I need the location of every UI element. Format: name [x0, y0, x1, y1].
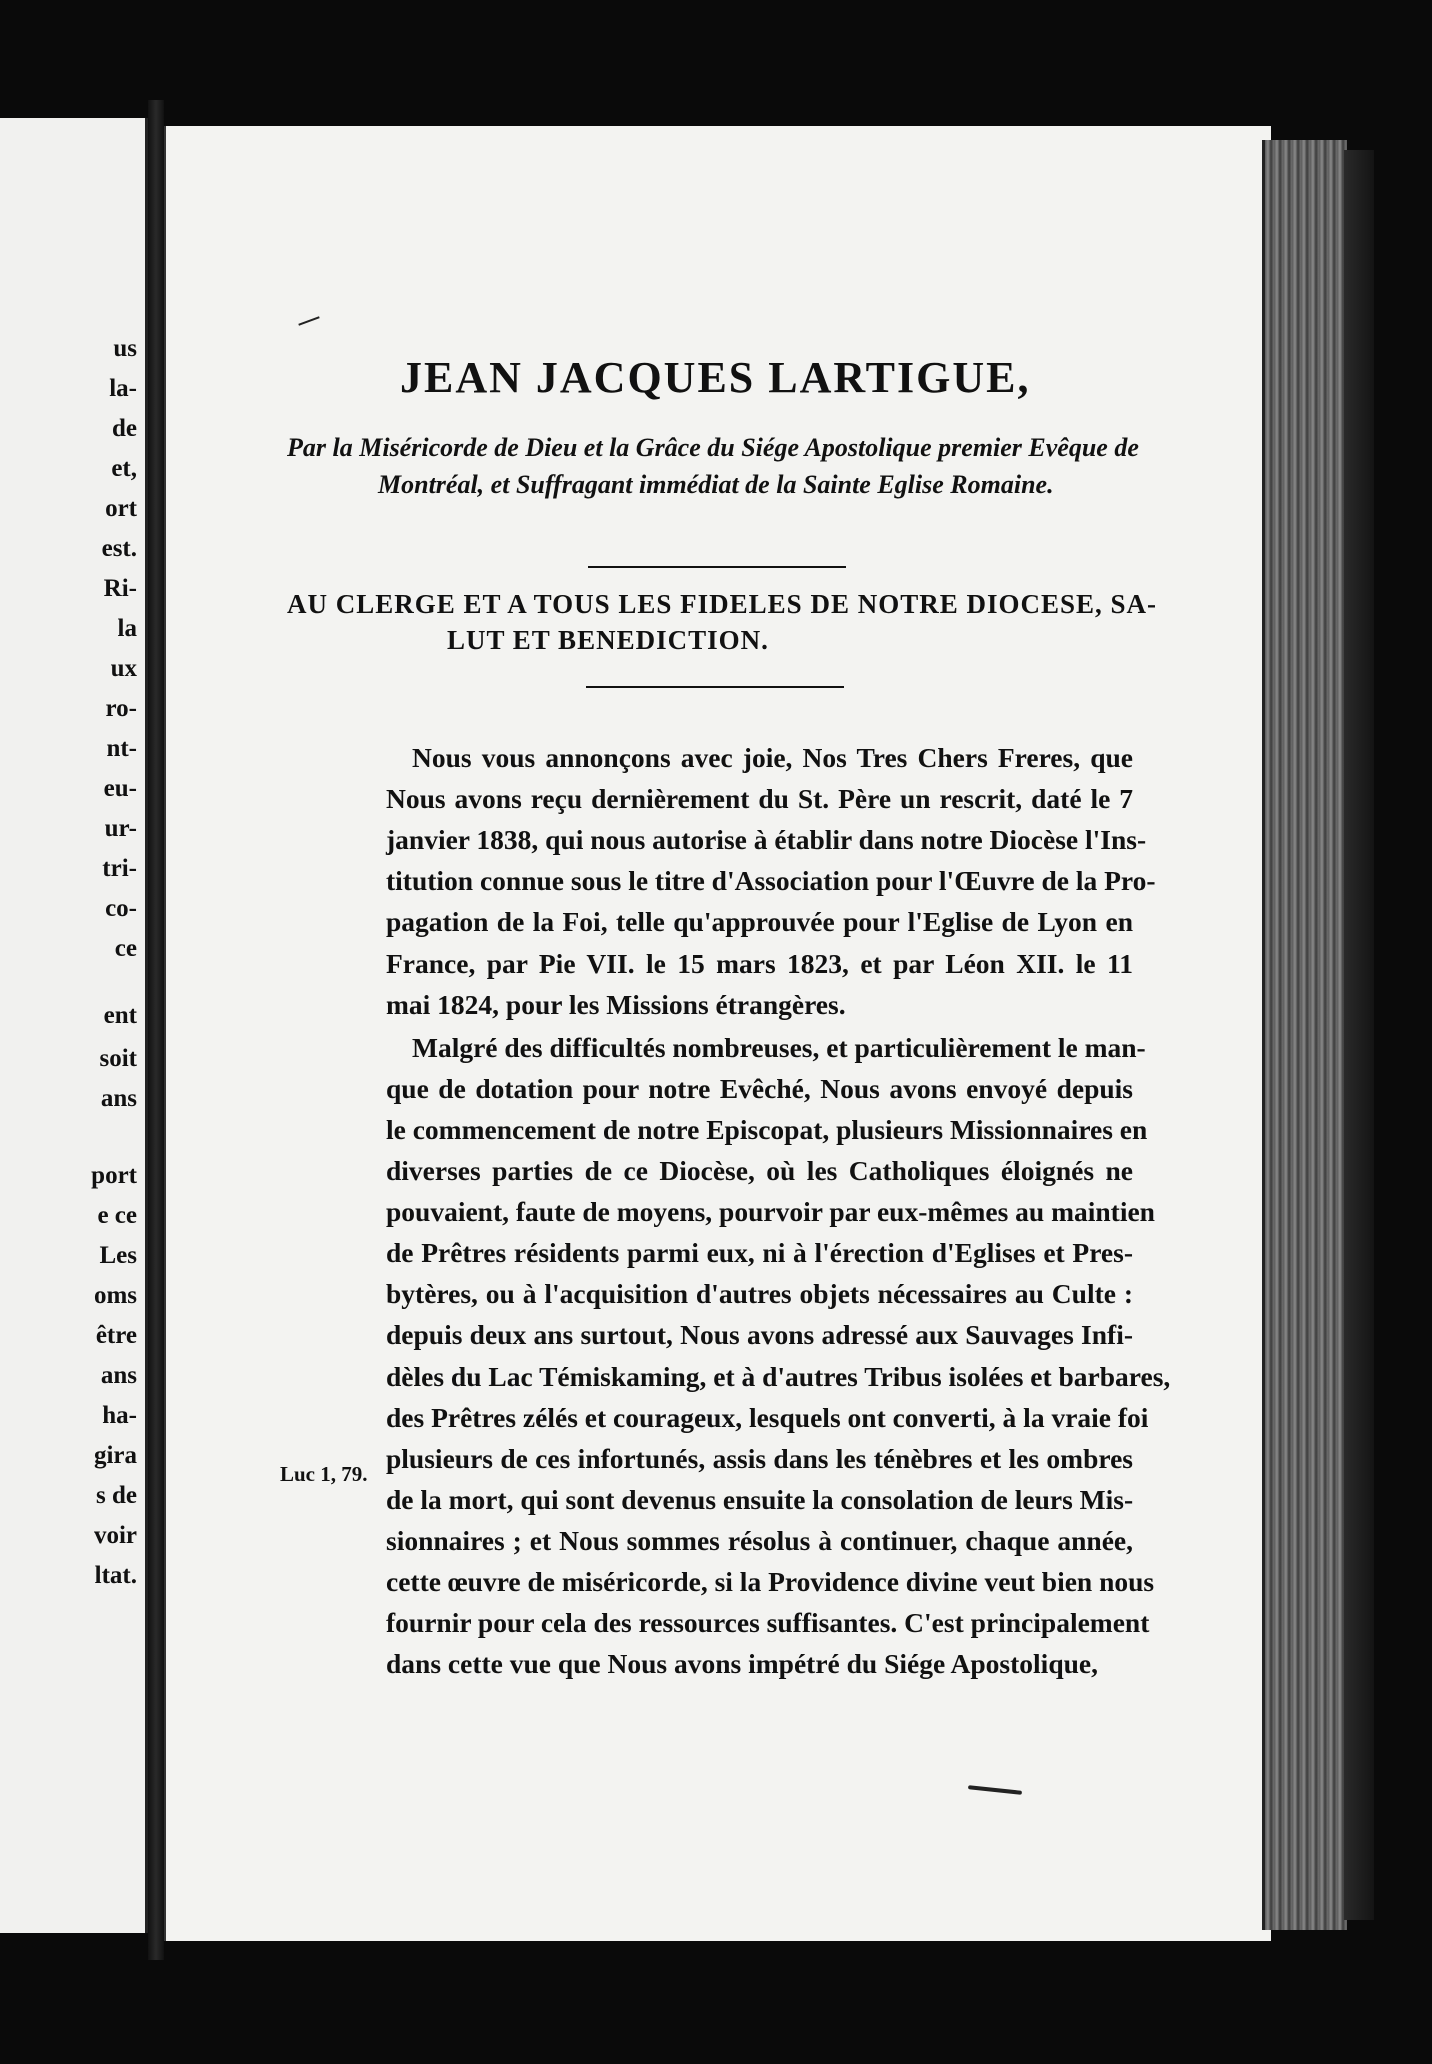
body-line: titution connue sous le titre d'Association pour l'Œuvre de la Pro- [386, 865, 1156, 896]
body-line: pagation de la Foi, telle qu'approuvée pour l'Eglise de Lyon en [386, 906, 1133, 937]
left-page-fragment: ce [114, 935, 137, 962]
left-page-fragment: voir [93, 1522, 137, 1549]
left-page-fragment: est. [101, 535, 137, 562]
left-page-fragment: oms [93, 1282, 137, 1309]
left-page-fragment: être [95, 1322, 137, 1349]
body-line: fournir pour cela des ressources suffisantes. C'est principalement [386, 1607, 1150, 1638]
body-line: cette œuvre de miséricorde, si la Providence divine veut bien nous [386, 1566, 1155, 1597]
subtitle-line-2: Montréal, et Suffragant immédiat de la Sainte Eglise Romaine. [378, 470, 1054, 499]
body-line: dans cette vue que Nous avons impétré du Siége Apostolique, [386, 1648, 1098, 1679]
body-line: Nous vous annonçons avec joie, Nos Tres Chers Freres, que [412, 742, 1133, 773]
address-line-2: LUT ET BENEDICTION. [447, 625, 769, 655]
left-page-fragment: port [91, 1162, 137, 1189]
body-line: que de dotation pour notre Evêché, Nous avons envoyé depuis [386, 1073, 1133, 1104]
body-line: diverses parties de ce Diocèse, où les Catholiques éloignés ne [386, 1155, 1133, 1186]
left-page-fragment: ent [103, 1002, 137, 1029]
left-page-fragment: Les [99, 1242, 137, 1269]
body-line: dèles du Lac Témiskaming, et à d'autres Tribus isolées et barbares, [386, 1361, 1171, 1392]
margin-note: Luc 1, 79. [280, 1462, 368, 1486]
left-page-fragment: ur- [104, 815, 137, 842]
body-line: de Prêtres résidents parmi eux, ni à l'érection d'Eglises et Pres- [386, 1237, 1133, 1268]
divider-rule [588, 566, 846, 568]
body-line: plusieurs de ces infortunés, assis dans les ténèbres et les ombres [386, 1443, 1133, 1474]
left-page-fragment: ux [110, 655, 137, 682]
left-page-fragment: ans [100, 1362, 137, 1389]
body-line: pouvaient, faute de moyens, pourvoir par eux-mêmes au maintien [386, 1196, 1155, 1227]
left-page-fragment: ltat. [94, 1562, 137, 1589]
left-page-fragment: s de [96, 1482, 137, 1509]
left-page-fragment: de [112, 415, 137, 442]
left-page-fragment: Ri- [103, 575, 137, 602]
body-line: Nous avons reçu dernièrement du St. Père un rescrit, daté le 7 [386, 783, 1133, 814]
left-page-fragment: eu- [103, 775, 137, 802]
left-page-fragment: et, [111, 455, 137, 482]
body-line: des Prêtres zélés et courageux, lesquels ont converti, à la vraie foi [386, 1402, 1149, 1433]
left-page-fragment: us [113, 335, 137, 362]
left-page-fragment: soit [99, 1045, 137, 1072]
binding-gutter [148, 100, 164, 1960]
divider-rule [586, 686, 844, 688]
subtitle-line-1: Par la Miséricorde de Dieu et la Grâce du Siége Apostolique premier Evêque de [287, 433, 1139, 462]
address-line-1: AU CLERGE ET A TOUS LES FIDELES DE NOTRE DIOCESE, SA- [287, 589, 1158, 619]
body-line: Malgré des difficultés nombreuses, et particulièrement le man- [412, 1032, 1146, 1063]
body-line: France, par Pie VII. le 15 mars 1823, et par Léon XII. le 11 [386, 948, 1133, 979]
left-page-fragment: ro- [105, 695, 137, 722]
left-page-fragment: e ce [97, 1202, 137, 1229]
body-line: sionnaires ; et Nous sommes résolus à continuer, chaque année, [386, 1525, 1133, 1556]
book-cover-edge [1344, 150, 1374, 1920]
left-page-fragment: ans [100, 1085, 137, 1112]
body-line: bytères, ou à l'acquisition d'autres objets nécessaires au Culte : [386, 1278, 1133, 1309]
body-line: janvier 1838, qui nous autorise à établir dans notre Diocèse l'Ins- [386, 824, 1147, 855]
left-page-fragment: tri- [102, 855, 137, 882]
left-page-fragment: ha- [102, 1402, 137, 1429]
body-line: de la mort, qui sont devenus ensuite la consolation de leurs Mis- [386, 1484, 1134, 1515]
body-line: le commencement de notre Episcopat, plusieurs Missionnaires en [386, 1114, 1148, 1145]
left-page-fragment: la [117, 615, 137, 642]
left-page-fragment: ort [105, 495, 137, 522]
left-page-fragment: nt- [106, 735, 137, 762]
left-page-fragment: co- [105, 895, 137, 922]
left-page-fragment: gira [93, 1442, 137, 1469]
page-edges [1262, 140, 1347, 1930]
body-line: depuis deux ans surtout, Nous avons adressé aux Sauvages Infi- [386, 1319, 1133, 1350]
page-title: JEAN JACQUES LARTIGUE, [400, 353, 1031, 402]
body-line: mai 1824, pour les Missions étrangères. [386, 989, 846, 1020]
left-page-fragment: la- [109, 375, 137, 402]
